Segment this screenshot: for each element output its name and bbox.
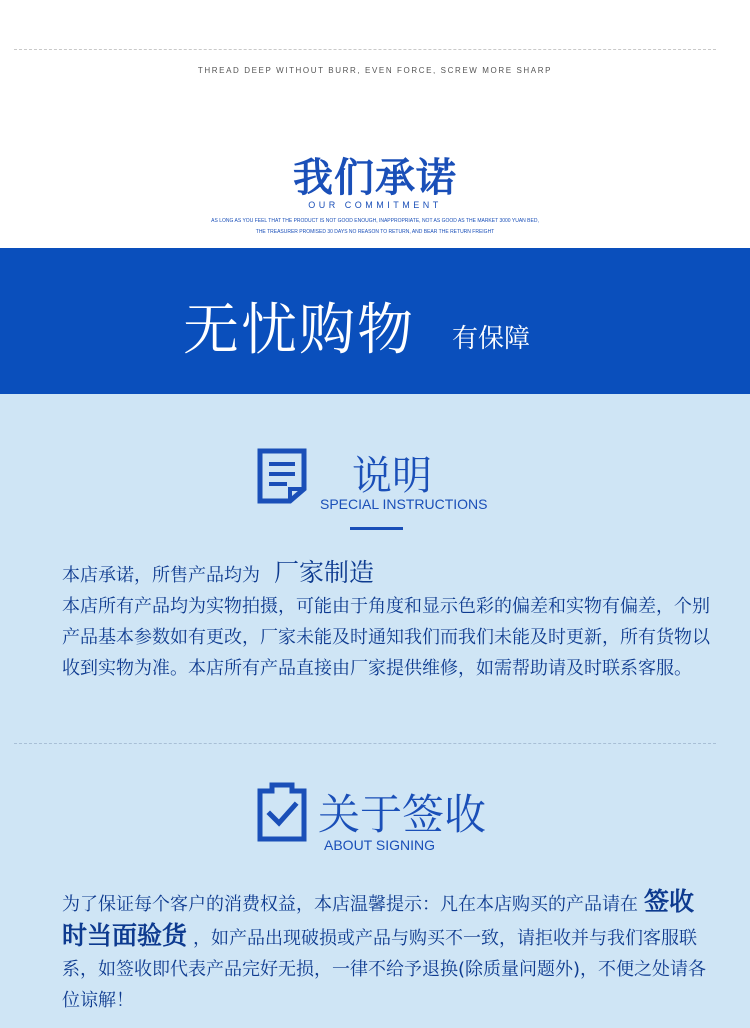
body-text: ，如产品出现破损或产品与购买不一致，请拒收并与我们客服联系，如签收即代表产品完好无损，一律不给予退换(除质量问题外)，不便之处请各位谅解！ — [62, 928, 707, 1011]
section-heading: 说明 — [352, 453, 432, 499]
info-panel — [0, 394, 750, 1028]
section-heading: 关于签收 — [318, 790, 487, 839]
checklist-icon — [252, 781, 312, 843]
instructions-text — [62, 557, 712, 684]
document-icon — [256, 447, 308, 505]
signing-text — [62, 886, 712, 1016]
body-text: 本店所有产品均为实物拍摄，可能由于角度和显示色彩的偏差和实物有偏差，个别产品基本参数如有更改，厂家未能及时通知我们而我们未能及时更新，所有货物以收到实物为准。本店所有产品直接由厂家提供维修，如需帮助请及时联系客服。 — [62, 596, 710, 679]
page-subtitle: OUR COMMITMENT — [308, 200, 442, 210]
divider — [14, 743, 716, 744]
fine-print-line: THE TREASURER PROMISED 30 DAYS NO REASON TO RETURN, AND BEAR THE RETURN FREIGHT — [255, 229, 495, 235]
fine-print-line: AS LONG AS YOU FEEL THAT THE PRODUCT IS NOT GOOD ENOUGH, INAPPROPRIATE, NOT AS GOOD AS THE MARKET 3000 YUAN BED, — [211, 218, 539, 224]
intro-text: 本店承诺，所售产品均为 — [62, 565, 260, 586]
divider — [14, 49, 716, 50]
banner-title: 无忧购物 — [183, 298, 415, 363]
guarantee-banner — [0, 248, 750, 394]
commitment-header — [0, 0, 750, 248]
heading-underline — [350, 527, 403, 530]
highlight-text: 签收时当面验货 — [62, 887, 695, 950]
section-subheading: ABOUT SIGNING — [324, 837, 435, 853]
highlight-text: 厂家制造 — [274, 558, 375, 587]
banner-subtitle: 有保障 — [452, 324, 531, 354]
section-subheading: SPECIAL INSTRUCTIONS — [320, 496, 488, 512]
slogan: THREAD DEEP WITHOUT BURR, EVEN FORCE, SCREW MORE SHARP — [197, 66, 553, 75]
intro-text: 为了保证每个客户的消费权益，本店温馨提示：凡在本店购买的产品请在 — [62, 894, 638, 915]
page-title: 我们承诺 — [293, 155, 457, 201]
